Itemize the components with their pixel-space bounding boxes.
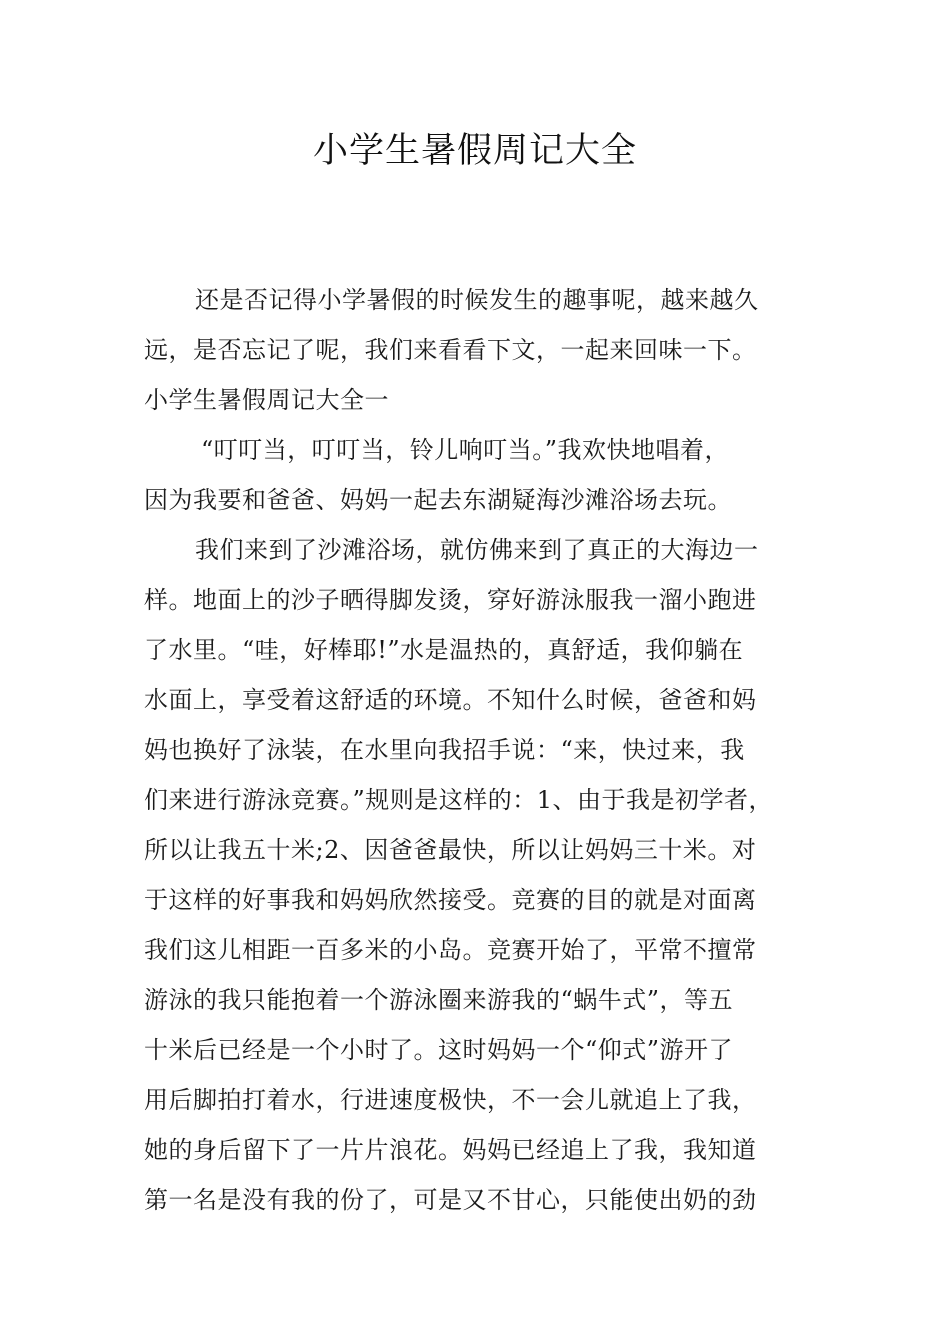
document-body xyxy=(144,275,824,1225)
paragraph-line: 十米后已经是一个小时了。这时妈妈一个“仰式”游开了 xyxy=(144,1036,734,1064)
paragraph-line: 了水里。“哇，好棒耶!”水是温热的，真舒适，我仰躺在 xyxy=(144,636,744,664)
paragraph-line: 水面上，享受着这舒适的环境。不知什么时候，爸爸和妈 xyxy=(144,686,757,714)
paragraph-line: 还是否记得小学暑假的时候发生的趣事呢，越来越久 xyxy=(195,286,759,314)
paragraph-line: 用后脚拍打着水，行进速度极快，不一会儿就追上了我， xyxy=(144,1086,757,1114)
paragraph-line: “叮叮当，叮叮当，铃儿响叮当。”我欢快地唱着， xyxy=(201,436,730,464)
paragraph-line: 样。地面上的沙子晒得脚发烫，穿好游泳服我一溜小跑进 xyxy=(144,586,757,614)
paragraph-line: 我们来到了沙滩浴场，就仿佛来到了真正的大海边一 xyxy=(195,536,759,564)
paragraph-line: 因为我要和爸爸、妈妈一起去东湖疑海沙滩浴场去玩。 xyxy=(144,486,732,514)
paragraph-line: 所以让我五十米;2、因爸爸最快，所以让妈妈三十米。对 xyxy=(144,836,757,864)
section-heading: 小学生暑假周记大全一 xyxy=(144,386,389,414)
paragraph-line: 妈也换好了泳装，在水里向我招手说：“来，快过来，我 xyxy=(144,736,745,764)
paragraph-line: 我们这儿相距一百多米的小岛。竞赛开始了，平常不擅常 xyxy=(144,936,757,964)
paragraph-line: 们来进行游泳竞赛。”规则是这样的：1、由于我是初学者， xyxy=(144,786,774,814)
paragraph-line: 于这样的好事我和妈妈欣然接受。竞赛的目的就是对面离 xyxy=(144,886,757,914)
paragraph-line: 第一名是没有我的份了，可是又不甘心，只能使出奶的劲 xyxy=(144,1186,757,1214)
paragraph-line: 远，是否忘记了呢，我们来看看下文，一起来回味一下。 xyxy=(144,336,757,364)
paragraph-line: 游泳的我只能抱着一个游泳圈来游我的“蜗牛式”，等五 xyxy=(144,986,734,1014)
document-title: 小学生暑假周记大全 xyxy=(312,131,637,171)
paragraph-line: 她的身后留下了一片片浪花。妈妈已经追上了我，我知道 xyxy=(144,1136,757,1164)
